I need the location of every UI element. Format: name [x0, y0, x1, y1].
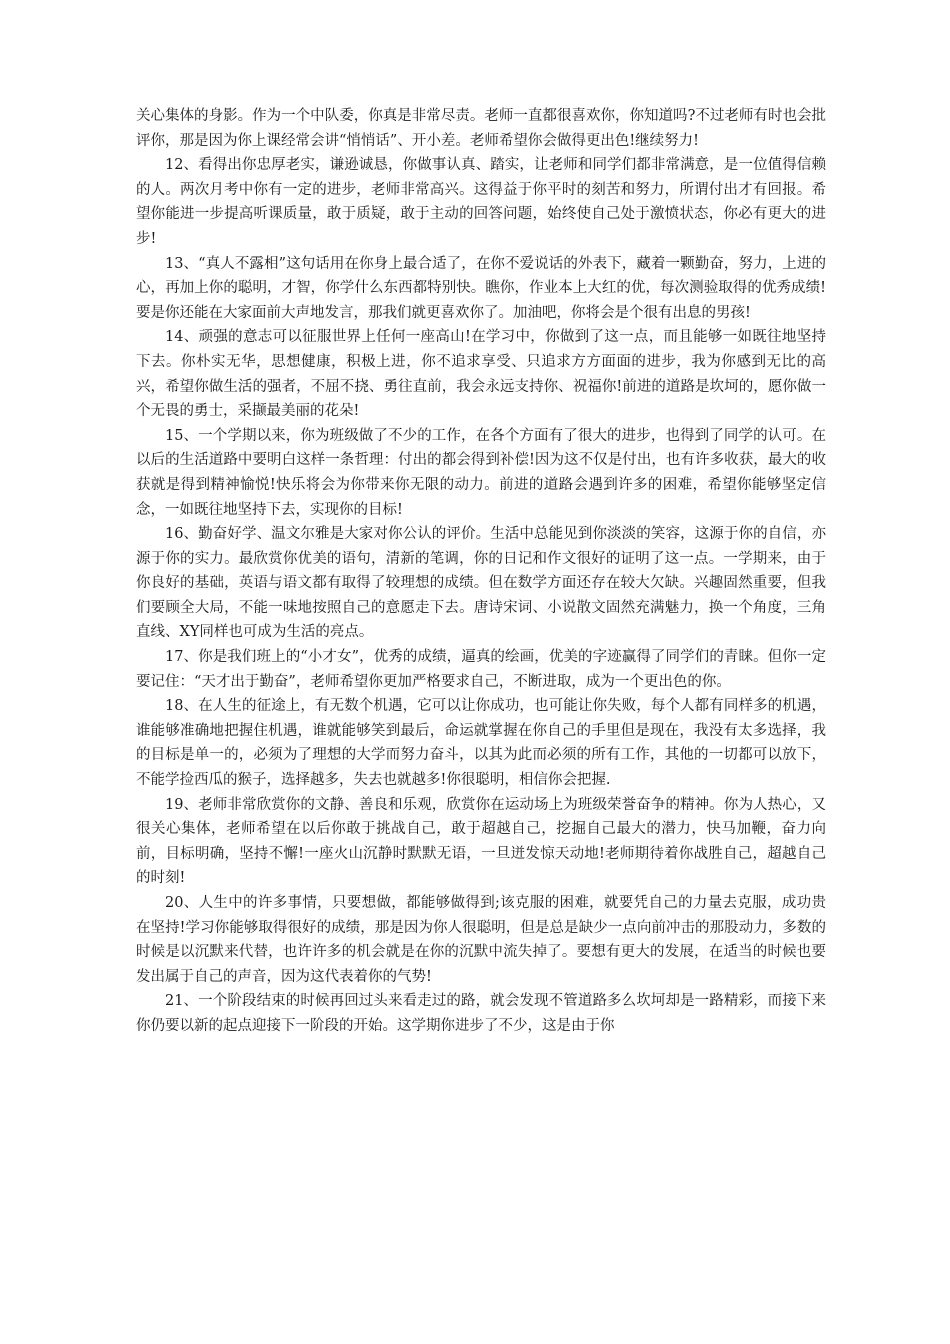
paragraph-18: 18、在人生的征途上，有无数个机遇，它可以让你成功，也可能让你失败，每个人都有同样多的机遇，谁能够准确地把握住机遇，谁就能够笑到最后，命运就掌握在你自己的手里但是现在，我没有太多选择，我的目标是单一的，必须为了理想的大学而努力奋斗，以其为此而必须的所有工作，其他的一切都可以放下，不能学捡西瓜的猴子，选择越多，失去也就越多!你很聪明，相信你会把握.: [136, 698, 826, 789]
paragraph-14: 14、顽强的意志可以征服世界上任何一座高山!在学习中，你做到了这一点，而且能够一如既往地坚持下去。你朴实无华，思想健康，积极上进，你不追求享受、只追求方方面面的进步，我为你感到无比的高兴，希望你做生活的强者，不屈不挠、勇往直前，我会永远支持你、祝福你!前进的道路是坎坷的，愿你做一个无畏的勇士，采撷最美丽的花朵!: [136, 329, 826, 420]
paragraph-13: 13、“真人不露相”这句话用在你身上最合适了，在你不爱说话的外表下，藏着一颗勤奋，努力，上进的心，再加上你的聪明，才智，你学什么东西都特别快。瞧你，作业本上大红的优，每次测验取得的优秀成绩!要是你还能在大家面前大声地发言，那我们就更喜欢你了。加油吧，你将会是个很有出息的男孩!: [136, 255, 826, 321]
paragraph-19: 19、老师非常欣赏你的文静、善良和乐观，欣赏你在运动场上为班级荣誉奋争的精神。你为人热心，又很关心集体，老师希望在以后你敢于挑战自己，敢于超越自己，挖掘自己最大的潜力，快马加鞭，奋力向前，目标明确，坚持不懈!一座火山沉静时默默无语，一旦迸发惊天动地!老师期待着你战胜自己，超越自己的时刻!: [136, 796, 826, 887]
paragraph-21: 21、一个阶段结束的时候再回过头来看走过的路，就会发现不管道路多么坎坷却是一路精彩，而接下来你仍要以新的起点迎接下一阶段的开始。这学期你进步了不少，这是由于你: [136, 993, 826, 1034]
document-body: [136, 104, 826, 1039]
paragraph-15: 15、一个学期以来，你为班级做了不少的工作，在各个方面有了很大的进步，也得到了同学的认可。在以后的生活道路中要明白这样一条哲理：付出的都会得到补偿!因为这不仅是付出，也有许多收获，最大的收获就是得到精神愉悦!快乐将会为你带来你无限的动力。前进的道路会遇到许多的困难，希望你能够坚定信念，一如既往地坚持下去，实现你的目标!: [136, 427, 826, 518]
paragraph-16: 16、勤奋好学、温文尔雅是大家对你公认的评价。生活中总能见到你淡淡的笑容，这源于你的自信，亦源于你的实力。最欣赏你优美的语句，清新的笔调，你的日记和作文很好的证明了这一点。一学期来，由于你良好的基础，英语与语文都有取得了较理想的成绩。但在数学方面还存在较大欠缺。兴趣固然重要，但我们要顾全大局，不能一味地按照自己的意愿走下去。唐诗宋词、小说散文固然充满魅力，换一个角度，三角直线、XY同样也可成为生活的亮点。: [136, 526, 826, 641]
paragraph-20: 20、人生中的许多事情，只要想做，都能够做得到;该克服的困难，就要凭自己的力量去克服，成功贵在坚持!学习你能够取得很好的成绩，那是因为你人很聪明，但是总是缺少一点向前冲击的那股动力，多数的时候是以沉默来代替，也许许多的机会就是在你的沉默中流失掉了。要想有更大的发展，在适当的时候也要发出属于自己的声音，因为这代表着你的气势!: [136, 895, 826, 985]
paragraph-12: 12、看得出你忠厚老实，谦逊诚恳，你做事认真、踏实，让老师和同学们都非常满意，是一位值得信赖的人。两次月考中你有一定的进步，老师非常高兴。这得益于你平时的刻苦和努力，所谓付出才有回报。希望你能进一步提高听课质量，敢于质疑，敢于主动的回答问题，始终使自己处于激愤状态，你必有更大的进步!: [136, 157, 826, 247]
paragraph-11-continued: 关心集体的身影。作为一个中队委，你真是非常尽责。老师一直都很喜欢你，你知道吗?不过老师有时也会批评你，那是因为你上课经常会讲“悄悄话”、开小差。老师希望你会做得更出色!继续努力!: [136, 108, 826, 149]
paragraph-17: 17、你是我们班上的“小才女”，优秀的成绩，逼真的绘画，优美的字迹赢得了同学们的青睐。但你一定要记住：“天才出于勤奋”，老师希望你更加严格要求自己，不断进取，成为一个更出色的你。: [136, 649, 826, 690]
